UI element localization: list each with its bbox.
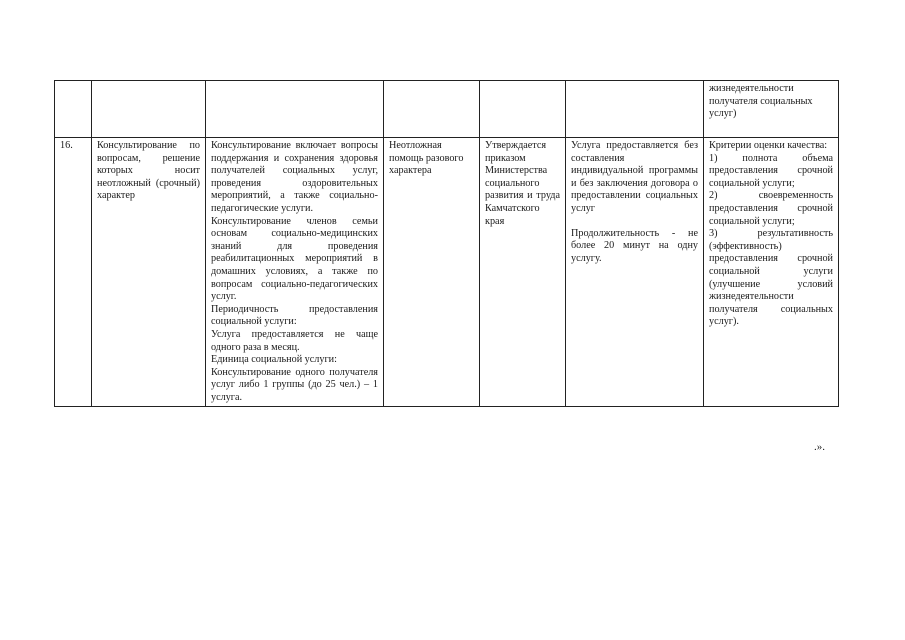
criteria-paragraph: 3) результативность (эффективность) предоставления срочной социальной услуги (улучшение условий жизнедеятельности получателя социальных услуг).: [709, 228, 833, 328]
cell-criteria-continuation: жизнедеятельности получателя социальных услуг): [704, 81, 839, 138]
criteria-paragraph: Критерии оценки качества:: [709, 140, 828, 151]
cell-service-name: Консультирование по вопросам, решение которых носит неотложный (срочный) характер: [92, 138, 206, 407]
conditions-paragraph: Продолжительность - не более 20 минут на одну услугу.: [571, 227, 698, 264]
paragraph-gap: [571, 216, 698, 228]
cell-empty: [55, 81, 92, 138]
cell-number: 16.: [55, 138, 92, 407]
description-paragraph: Консультирование включает вопросы поддержания и сохранения здоровья получателей социальных услуг, проведения оздоровительных мероприятий, а также социально-педагогические услуги.: [211, 140, 378, 214]
cell-empty: [92, 81, 206, 138]
cell-service-form: Неотложная помощь разового характера: [384, 138, 480, 407]
cell-empty: [566, 81, 704, 138]
closing-mark: .».: [814, 441, 825, 453]
services-table: [54, 80, 839, 407]
cell-quality-criteria: [704, 138, 839, 407]
cell-approval: Утверждается приказом Министерства социального развития и труда Камчатского края: [480, 138, 566, 407]
cell-empty: [384, 81, 480, 138]
conditions-paragraph: Услуга предоставляется без составления индивидуальной программы и без заключения договора о предоставлении социальных услуг: [571, 140, 698, 214]
description-paragraph: Периодичность предоставления социальной услуги:: [211, 303, 378, 328]
cell-service-description: [206, 138, 384, 407]
table-row-continuation: [55, 81, 839, 138]
description-paragraph: Единица социальной услуги:: [211, 354, 337, 366]
description-paragraph: Консультирование одного получателя услуг либо 1 группы (до 25 чел.) – 1 услуга.: [211, 366, 378, 403]
cell-empty: [480, 81, 566, 138]
criteria-paragraph: 1) полнота объема предоставления срочной социальной услуги;: [709, 152, 833, 189]
description-paragraph: Консультирование членов семьи основам социально-медицинских знаний для проведения реабилитационных мероприятий в домашних условиях, а также по вопросам социально-педагогических услуг.: [211, 215, 378, 303]
cell-conditions: [566, 138, 704, 407]
criteria-paragraph: 2) своевременность предоставления срочной социальной услуги;: [709, 190, 833, 227]
table-row-service-16: [55, 138, 839, 407]
description-paragraph: Услуга предоставляется не чаще одного раза в месяц.: [211, 328, 378, 353]
cell-empty: [206, 81, 384, 138]
